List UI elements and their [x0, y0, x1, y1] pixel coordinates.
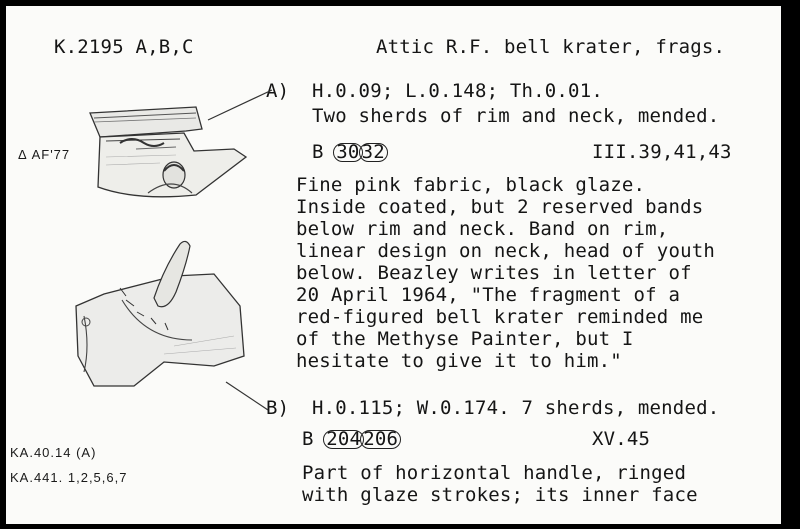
section-a-dimensions: H.0.09; L.0.148; Th.0.01. — [312, 80, 603, 102]
inventory-number-a: KA.40.14 (A) — [10, 445, 97, 460]
section-a-marker: A) — [266, 80, 290, 102]
pointer-line-b — [224, 380, 280, 420]
section-a-b-ref — [312, 143, 386, 162]
description-line: linear design on neck, head of youth — [296, 240, 716, 262]
section-a-plate-ref: III.39,41,43 — [592, 141, 732, 163]
circled-number: 30 — [333, 143, 362, 162]
description-line: 20 April 1964, "The fragment of a — [296, 284, 681, 306]
drawing-credit: Δ AF'77 — [18, 147, 71, 162]
circled-number: 206 — [360, 430, 401, 449]
section-b-plate-ref: XV.45 — [592, 428, 651, 450]
catalog-card — [6, 6, 781, 524]
inventory-number-b: KA.441. 1,2,5,6,7 — [10, 470, 128, 485]
b-label: B — [312, 141, 324, 163]
section-b-dimensions: H.0.115; W.0.174. 7 sherds, mended. — [312, 397, 720, 419]
description-line: with glaze strokes; its inner face — [302, 484, 698, 506]
description-line: red-figured bell krater reminded me — [296, 306, 704, 328]
catalog-number: K.2195 A,B,C — [54, 36, 194, 58]
description-line: hesitate to give it to him." — [296, 350, 622, 372]
description-line: below. Beazley writes in letter of — [296, 262, 692, 284]
section-b-marker: B) — [266, 397, 290, 419]
description-line: Inside coated, but 2 reserved bands — [296, 196, 704, 218]
description-line: of the Methyse Painter, but I — [296, 328, 634, 350]
description-line: below rim and neck. Band on rim, — [296, 218, 669, 240]
description-line: Fine pink fabric, black glaze. — [296, 174, 646, 196]
section-b-b-ref — [302, 430, 399, 449]
description-line: Part of horizontal handle, ringed — [302, 462, 687, 484]
b-label: B — [302, 428, 314, 450]
circled-number: 32 — [359, 143, 388, 162]
section-a-summary: Two sherds of rim and neck, mended. — [312, 105, 720, 127]
pointer-line-a — [206, 84, 286, 124]
object-title: Attic R.F. bell krater, frags. — [376, 36, 726, 58]
circled-number: 204 — [323, 430, 364, 449]
